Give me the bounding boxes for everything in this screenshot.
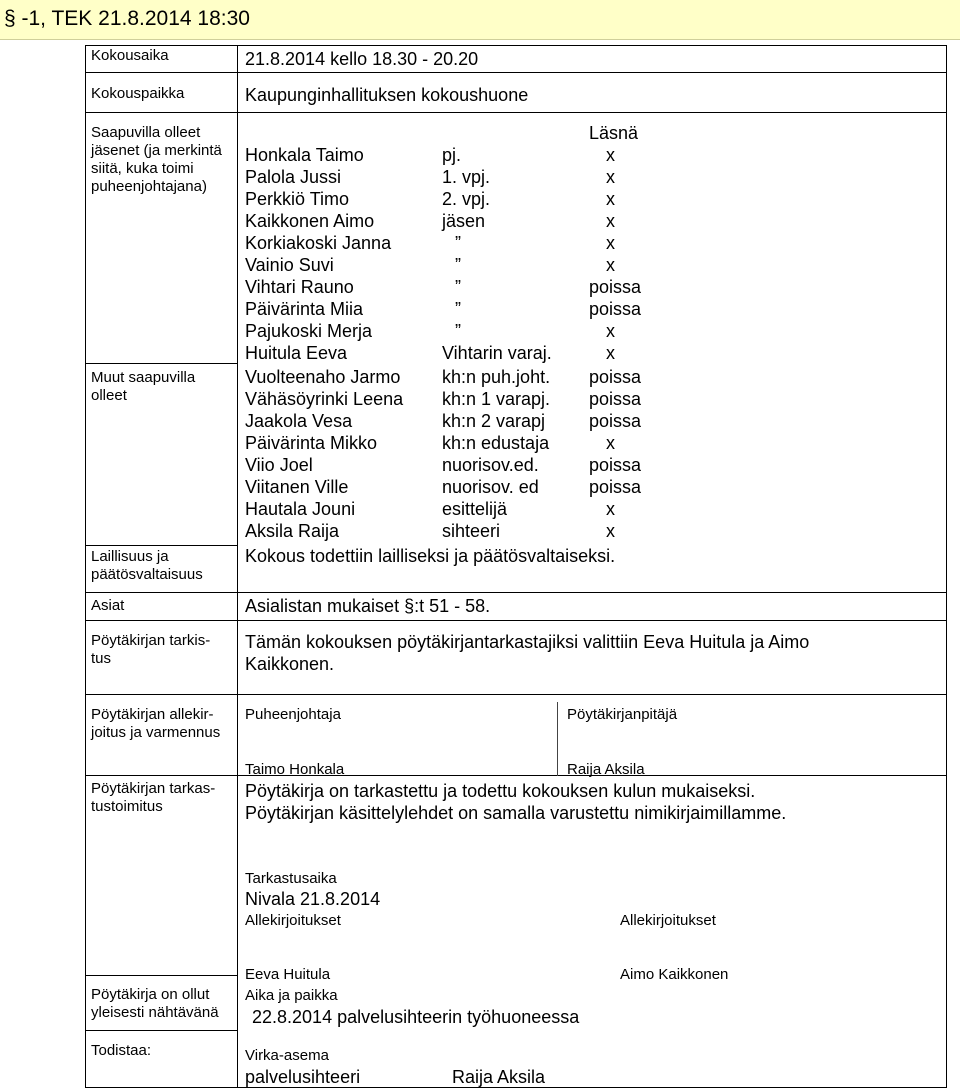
other-status: poissa xyxy=(589,455,642,475)
row-separator xyxy=(85,545,237,546)
row-separator xyxy=(85,620,947,621)
attester-name: Raija Aksila xyxy=(452,1067,546,1087)
other-status: x xyxy=(606,499,615,519)
signature-divider xyxy=(557,702,558,776)
member-name: Huitula Eeva xyxy=(245,343,348,363)
check-time-label: Tarkastusaika xyxy=(245,870,337,887)
member-status: x xyxy=(606,167,615,187)
other-status: poissa xyxy=(589,477,642,497)
member-name: Perkkiö Timo xyxy=(245,189,350,209)
other-role: kh:n 2 varapj xyxy=(442,411,546,431)
other-status: x xyxy=(606,521,615,541)
member-role: pj. xyxy=(442,145,462,165)
chair-signature-name: Taimo Honkala xyxy=(245,761,345,778)
legality-text: Kokous todettiin lailliseksi ja päätösvaltaiseksi. xyxy=(245,546,616,566)
signatures-label-left: Allekirjoitukset xyxy=(245,912,341,929)
others-label-line-1: Muut saapuvilla xyxy=(91,369,196,386)
other-role: kh:n puh.joht. xyxy=(442,367,551,387)
meeting-time-value: 21.8.2014 kello 18.30 - 20.20 xyxy=(245,49,479,69)
row-separator xyxy=(85,694,947,695)
member-status: x xyxy=(606,211,615,231)
check-label-line-2: tustoimitus xyxy=(91,798,163,815)
other-role: kh:n edustaja xyxy=(442,433,550,453)
inspection-text-line-2: Kaikkonen. xyxy=(245,654,335,674)
other-name: Viitanen Ville xyxy=(245,477,349,497)
signer-right: Aimo Kaikkonen xyxy=(620,966,729,983)
others-label-line-2: olleet xyxy=(91,387,127,404)
row-separator xyxy=(85,112,947,113)
member-role: 1. vpj. xyxy=(442,167,491,187)
member-role: ” xyxy=(455,233,461,253)
other-role: nuorisov.ed. xyxy=(442,455,539,475)
member-name: Päivärinta Miia xyxy=(245,299,364,319)
inspection-text-line-1: Tämän kokouksen pöytäkirjantarkastajiksi valittiin Eeva Huitula ja Aimo xyxy=(245,632,810,652)
member-name: Korkiakoski Janna xyxy=(245,233,392,253)
frame-left-line xyxy=(85,45,86,1088)
signing-label-line-1: Pöytäkirjan allekir- xyxy=(91,706,214,723)
member-status: poissa xyxy=(589,299,642,319)
legality-label-line-1: Laillisuus ja xyxy=(91,548,169,565)
check-time-value: Nivala 21.8.2014 xyxy=(245,889,381,909)
member-name: Honkala Taimo xyxy=(245,145,364,165)
member-name: Kaikkonen Aimo xyxy=(245,211,375,231)
member-name: Palola Jussi xyxy=(245,167,342,187)
display-place-label: Aika ja paikka xyxy=(245,987,338,1004)
member-status: x xyxy=(606,233,615,253)
row-separator xyxy=(85,363,237,364)
signing-label-line-2: joitus ja varmennus xyxy=(91,724,221,741)
members-label-line-3: siitä, kuka toimi xyxy=(91,160,194,177)
member-role: Vihtarin varaj. xyxy=(442,343,552,363)
other-name: Hautala Jouni xyxy=(245,499,356,519)
member-status: x xyxy=(606,343,615,363)
frame-right-line xyxy=(946,45,947,1088)
member-status: x xyxy=(606,321,615,341)
document-header xyxy=(0,0,960,40)
secretary-signature-name: Raija Aksila xyxy=(567,761,645,778)
other-role: nuorisov. ed xyxy=(442,477,539,497)
check-text-line-1: Pöytäkirja on tarkastettu ja todettu kokouksen kulun mukaiseksi. xyxy=(245,781,756,801)
row-separator xyxy=(85,975,237,976)
member-status: poissa xyxy=(589,277,642,297)
member-status: x xyxy=(606,255,615,275)
member-status: x xyxy=(606,145,615,165)
other-role: kh:n 1 varapj. xyxy=(442,389,551,409)
other-status: poissa xyxy=(589,367,642,387)
member-role: ” xyxy=(455,277,461,297)
member-status: x xyxy=(606,189,615,209)
document-title: § -1, TEK 21.8.2014 18:30 xyxy=(4,7,250,30)
meeting-place-label: Kokouspaikka xyxy=(91,85,185,102)
row-separator xyxy=(85,592,947,593)
display-label-line-2: yleisesti nähtävänä xyxy=(91,1004,219,1021)
other-name: Jaakola Vesa xyxy=(245,411,353,431)
frame-top-line xyxy=(85,45,947,46)
chair-label: Puheenjohtaja xyxy=(245,706,341,723)
other-name: Päivärinta Mikko xyxy=(245,433,378,453)
check-label-line-1: Pöytäkirjan tarkas- xyxy=(91,780,216,797)
secretary-label: Pöytäkirjanpitäjä xyxy=(567,706,678,723)
inspection-label-line-1: Pöytäkirjan tarkis- xyxy=(91,632,211,649)
members-label-line-1: Saapuvilla olleet xyxy=(91,124,201,141)
other-status: poissa xyxy=(589,389,642,409)
row-separator xyxy=(85,1030,237,1031)
column-divider xyxy=(237,45,238,1088)
other-name: Viio Joel xyxy=(245,455,313,475)
members-label-line-2: jäsenet (ja merkintä xyxy=(91,142,222,159)
display-label-line-1: Pöytäkirja on ollut xyxy=(91,986,210,1003)
other-name: Vähäsöyrinki Leena xyxy=(245,389,404,409)
member-name: Pajukoski Merja xyxy=(245,321,373,341)
position-value: palvelusihteeri xyxy=(245,1067,361,1087)
legality-label-line-2: päätösvaltaisuus xyxy=(91,566,203,583)
meeting-time-label: Kokousaika xyxy=(91,47,169,64)
row-separator xyxy=(85,775,947,776)
other-role: sihteeri xyxy=(442,521,501,541)
other-name: Vuolteenaho Jarmo xyxy=(245,367,401,387)
other-role: esittelijä xyxy=(442,499,508,519)
check-text-line-2: Pöytäkirjan käsittelylehdet on samalla varustettu nimikirjaimillamme. xyxy=(245,803,787,823)
matters-label: Asiat xyxy=(91,597,125,614)
member-role: ” xyxy=(455,255,461,275)
other-status: poissa xyxy=(589,411,642,431)
other-status: x xyxy=(606,433,615,453)
member-role: ” xyxy=(455,321,461,341)
member-name: Vihtari Rauno xyxy=(245,277,354,297)
matters-text: Asialistan mukaiset §:t 51 - 58. xyxy=(245,596,491,616)
row-separator xyxy=(85,72,947,73)
member-name: Vainio Suvi xyxy=(245,255,334,275)
member-role: ” xyxy=(455,299,461,319)
members-label-line-4: puheenjohtajana) xyxy=(91,178,207,195)
other-name: Aksila Raija xyxy=(245,521,340,541)
signatures-label-right: Allekirjoitukset xyxy=(620,912,716,929)
inspection-label-line-2: tus xyxy=(91,650,112,667)
display-place-value: 22.8.2014 palvelusihteerin työhuoneessa xyxy=(252,1007,580,1027)
signer-left: Eeva Huitula xyxy=(245,966,331,983)
member-role: jäsen xyxy=(442,211,486,231)
member-role: 2. vpj. xyxy=(442,189,491,209)
attest-label: Todistaa: xyxy=(91,1042,152,1059)
position-label: Virka-asema xyxy=(245,1047,329,1064)
present-header: Läsnä xyxy=(589,123,639,143)
meeting-place-value: Kaupunginhallituksen kokoushuone xyxy=(245,85,529,105)
